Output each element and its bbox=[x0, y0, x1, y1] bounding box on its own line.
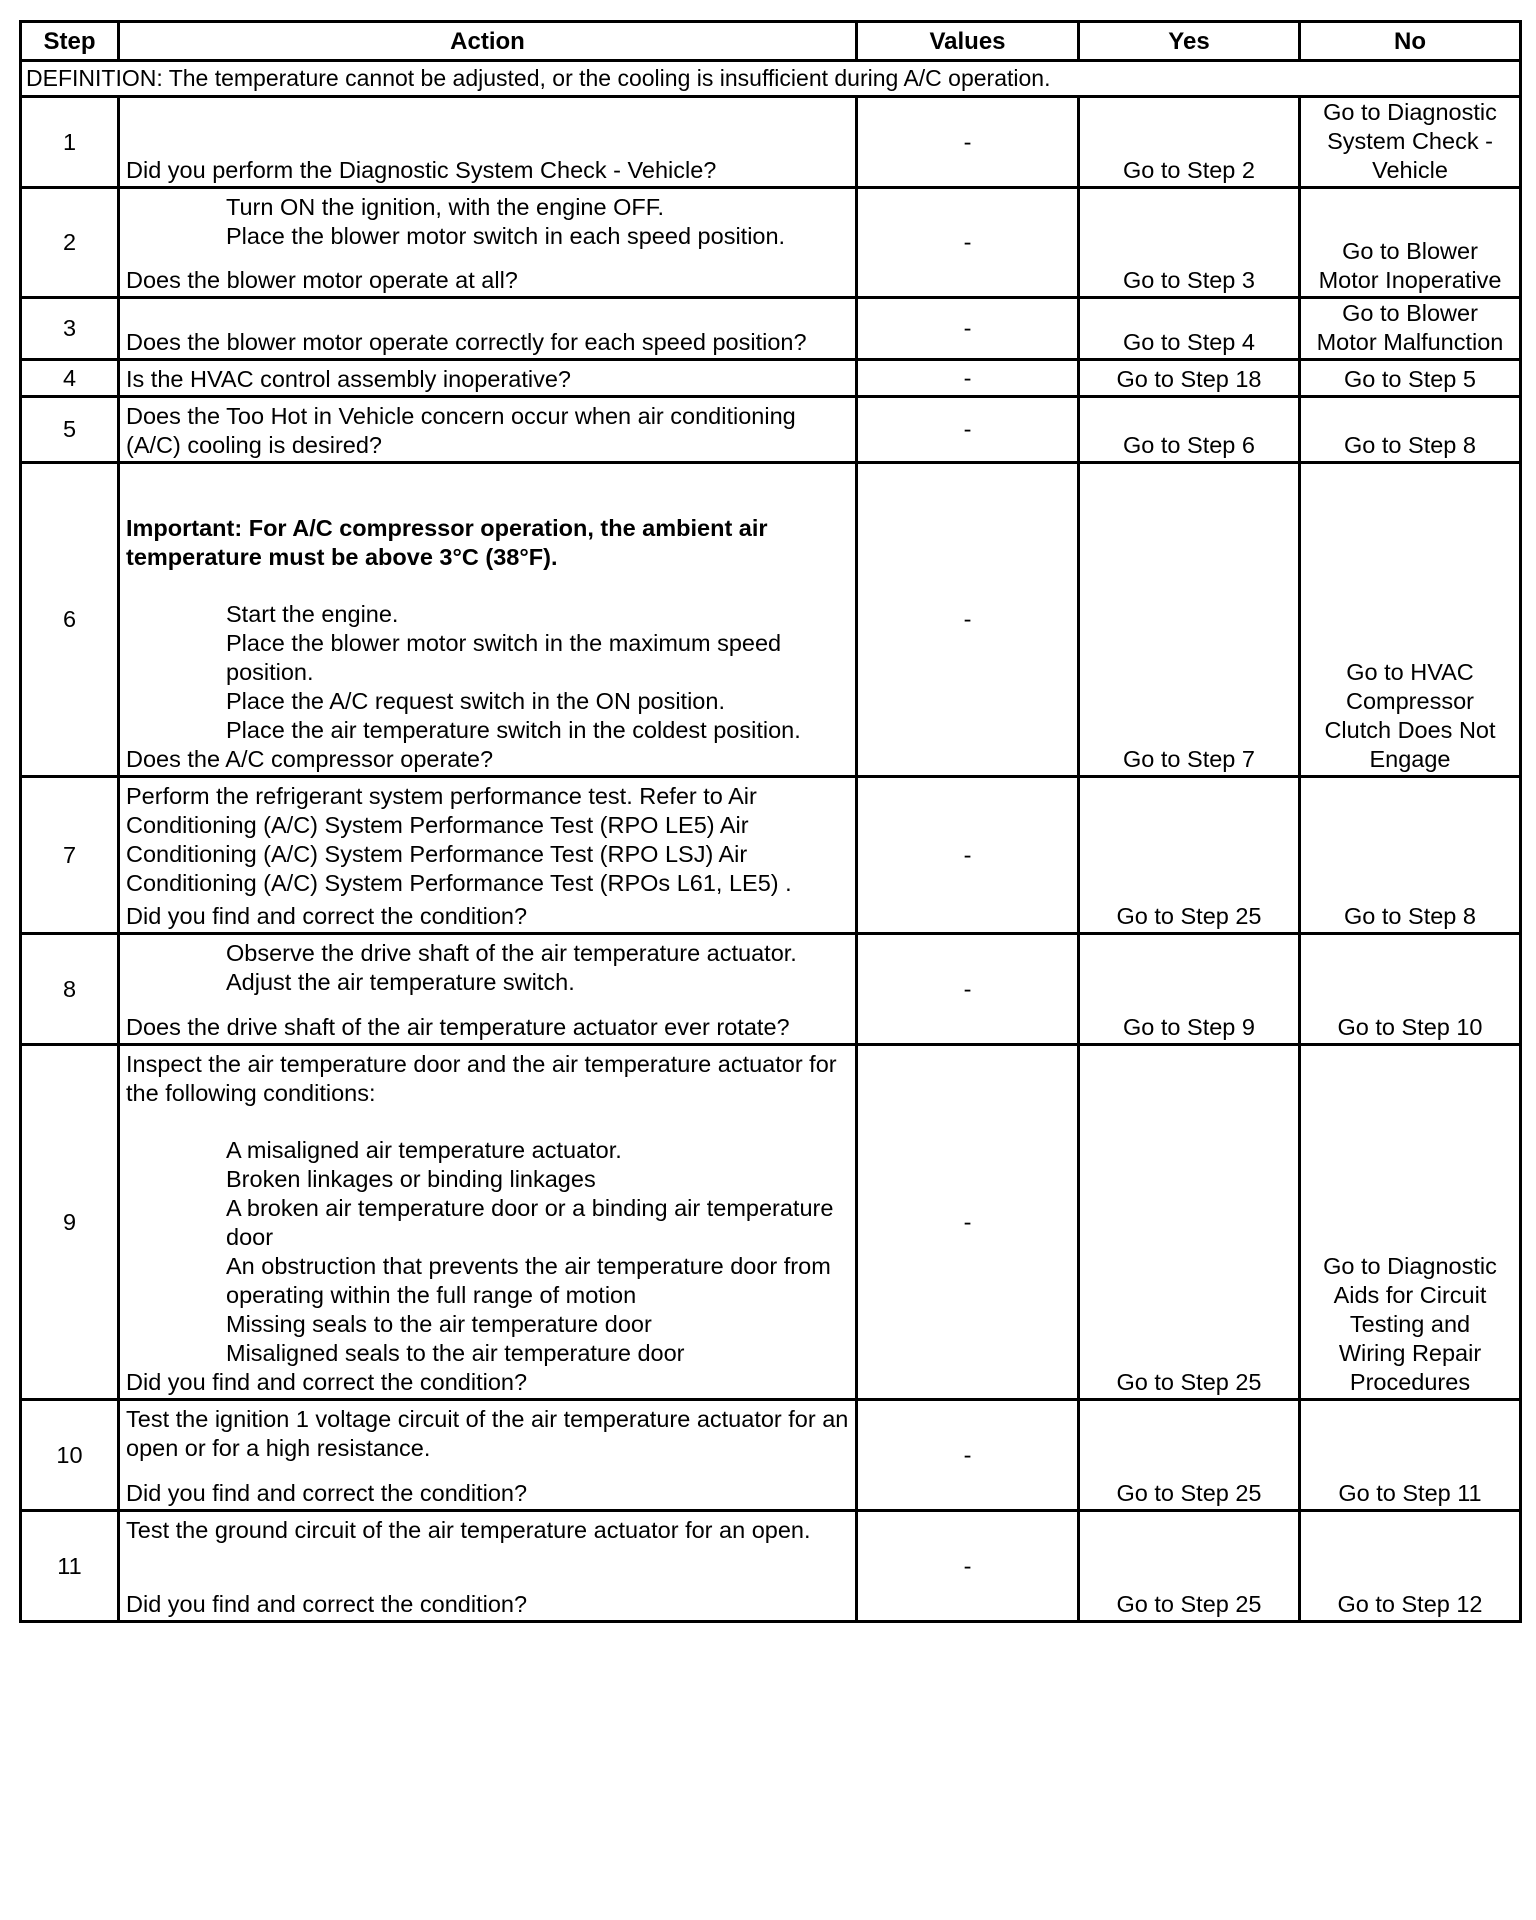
table-row bbox=[21, 360, 1521, 397]
action-intro-text: Inspect the air temperature door and the air temperature actuator for the following conditions: bbox=[126, 1051, 837, 1106]
yes-result-text: Go to Step 25 bbox=[1116, 1591, 1262, 1617]
question-text: Does the drive shaft of the air temperature actuator ever rotate? bbox=[126, 1014, 790, 1040]
step-number: 8 bbox=[21, 934, 119, 1045]
no-result-text: Go to Step 11 bbox=[1338, 1480, 1482, 1506]
header-no: No bbox=[1300, 22, 1521, 61]
no-result-text: Compressor bbox=[1346, 688, 1474, 714]
no-result-text: Engage bbox=[1369, 746, 1451, 772]
yes-result-text: Go to Step 25 bbox=[1116, 903, 1262, 929]
action-question bbox=[126, 266, 849, 295]
action-cell bbox=[119, 97, 857, 188]
no-result-cell bbox=[1300, 188, 1521, 298]
action-question bbox=[126, 365, 849, 394]
no-result-text: Go to Diagnostic bbox=[1323, 1253, 1497, 1279]
yes-result-text: Go to Step 7 bbox=[1123, 746, 1255, 772]
action-cell bbox=[119, 397, 857, 463]
action-content bbox=[126, 1050, 849, 1397]
step-number: 10 bbox=[21, 1400, 119, 1511]
value-cell: - bbox=[857, 397, 1079, 463]
no-result-text: Aids for Circuit bbox=[1333, 1282, 1487, 1308]
yes-result-cell bbox=[1079, 463, 1300, 777]
question-text: Did you find and correct the condition? bbox=[126, 1591, 528, 1617]
step-number: 6 bbox=[21, 463, 119, 777]
action-step-item: Missing seals to the air temperature door bbox=[226, 1311, 652, 1337]
action-step-list bbox=[126, 193, 849, 251]
table-body bbox=[21, 97, 1521, 1622]
action-step-list bbox=[126, 1136, 849, 1368]
question-text: Did you perform the Diagnostic System Check - Vehicle? bbox=[126, 157, 717, 183]
header-step: Step bbox=[21, 22, 119, 61]
action-step-item: Place the A/C request switch in the ON position. bbox=[226, 688, 725, 714]
value-cell: - bbox=[857, 1511, 1079, 1622]
action-question bbox=[126, 745, 849, 774]
step-number: 1 bbox=[21, 97, 119, 188]
action-step-item: A misaligned air temperature actuator. bbox=[226, 1137, 622, 1163]
question-text: Did you find and correct the condition? bbox=[126, 903, 528, 929]
question-text: Did you find and correct the condition? bbox=[126, 1480, 528, 1506]
action-step-item: Place the blower motor switch in the maximum speed position. bbox=[226, 630, 782, 685]
yes-result-text: Go to Step 25 bbox=[1116, 1480, 1262, 1506]
action-content bbox=[126, 1405, 849, 1508]
action-step-item: Place the blower motor switch in each speed position. bbox=[226, 223, 786, 249]
action-step-item: Observe the drive shaft of the air temperature actuator. bbox=[226, 940, 797, 966]
value-cell: - bbox=[857, 1045, 1079, 1400]
no-result-text: Go to Step 5 bbox=[1344, 366, 1476, 392]
action-cell bbox=[119, 1400, 857, 1511]
action-content bbox=[126, 782, 849, 931]
no-result-text: Clutch Does Not bbox=[1324, 717, 1496, 743]
yes-result-cell bbox=[1079, 97, 1300, 188]
diagnostic-table-sheet bbox=[19, 20, 1519, 1623]
question-text: Does the blower motor operate at all? bbox=[126, 267, 518, 293]
no-result-text: Go to Step 12 bbox=[1337, 1591, 1483, 1617]
value-cell: - bbox=[857, 97, 1079, 188]
no-result-text: Go to Step 10 bbox=[1337, 1014, 1483, 1040]
question-text: (A/C) cooling is desired? bbox=[126, 432, 382, 458]
value-cell: - bbox=[857, 360, 1079, 397]
question-text: Does the blower motor operate correctly for each speed position? bbox=[126, 329, 807, 355]
action-step-item: Turn ON the ignition, with the engine OFF. bbox=[226, 194, 665, 220]
no-result-text: Go to Step 8 bbox=[1344, 903, 1476, 929]
action-cell bbox=[119, 934, 857, 1045]
no-result-text: Motor Inoperative bbox=[1318, 267, 1502, 293]
yes-result-cell bbox=[1079, 298, 1300, 360]
no-result-cell bbox=[1300, 463, 1521, 777]
table-row bbox=[21, 1511, 1521, 1622]
step-number: 5 bbox=[21, 397, 119, 463]
action-content bbox=[126, 939, 849, 1042]
no-result-cell bbox=[1300, 1400, 1521, 1511]
action-question bbox=[126, 1368, 849, 1397]
table-row bbox=[21, 188, 1521, 298]
action-step-list bbox=[126, 939, 849, 997]
action-cell bbox=[119, 298, 857, 360]
action-content bbox=[126, 1516, 849, 1619]
step-number: 7 bbox=[21, 777, 119, 934]
action-step-item: A broken air temperature door or a binding air temperature door bbox=[226, 1195, 834, 1250]
yes-result-text: Go to Step 18 bbox=[1116, 366, 1262, 392]
no-result-cell bbox=[1300, 777, 1521, 934]
step-number: 11 bbox=[21, 1511, 119, 1622]
action-question bbox=[126, 902, 849, 931]
action-content bbox=[126, 402, 849, 460]
action-step-item: Broken linkages or binding linkages bbox=[226, 1166, 596, 1192]
yes-result-cell bbox=[1079, 1045, 1300, 1400]
action-question bbox=[126, 328, 849, 357]
no-result-text: Motor Malfunction bbox=[1316, 329, 1504, 355]
action-intro-text: Test the ignition 1 voltage circuit of the air temperature actuator for an open or for a high resistance. bbox=[126, 1406, 849, 1461]
no-result-cell bbox=[1300, 934, 1521, 1045]
action-question bbox=[126, 1013, 849, 1042]
value-cell: - bbox=[857, 777, 1079, 934]
header-yes: Yes bbox=[1079, 22, 1300, 61]
no-result-text: Go to Step 8 bbox=[1344, 432, 1476, 458]
yes-result-cell bbox=[1079, 1400, 1300, 1511]
no-result-text: Go to Blower bbox=[1342, 238, 1478, 264]
action-cell bbox=[119, 188, 857, 298]
no-result-text: Testing and bbox=[1349, 1311, 1471, 1337]
yes-result-text: Go to Step 6 bbox=[1123, 432, 1255, 458]
step-number: 4 bbox=[21, 360, 119, 397]
action-instructions bbox=[126, 1050, 849, 1368]
no-result-cell bbox=[1300, 1045, 1521, 1400]
table-row bbox=[21, 397, 1521, 463]
question-text: Is the HVAC control assembly inoperative? bbox=[126, 366, 571, 392]
action-step-item: Misaligned seals to the air temperature door bbox=[226, 1340, 685, 1366]
yes-result-cell bbox=[1079, 397, 1300, 463]
no-result-cell bbox=[1300, 298, 1521, 360]
table-row bbox=[21, 777, 1521, 934]
header-action: Action bbox=[119, 22, 857, 61]
step-number: 3 bbox=[21, 298, 119, 360]
table-row bbox=[21, 934, 1521, 1045]
no-result-text: Wiring Repair bbox=[1338, 1340, 1482, 1366]
action-instructions bbox=[126, 1516, 849, 1545]
yes-result-cell bbox=[1079, 360, 1300, 397]
no-result-text: Procedures bbox=[1349, 1369, 1471, 1395]
action-question bbox=[126, 156, 849, 185]
no-result-cell bbox=[1300, 1511, 1521, 1622]
yes-result-cell bbox=[1079, 1511, 1300, 1622]
action-content bbox=[126, 102, 849, 185]
value-cell: - bbox=[857, 1400, 1079, 1511]
value-cell: - bbox=[857, 463, 1079, 777]
no-result-cell bbox=[1300, 97, 1521, 188]
action-step-item: Place the air temperature switch in the coldest position. bbox=[226, 717, 801, 743]
action-instructions bbox=[126, 939, 849, 997]
action-content bbox=[126, 303, 849, 357]
definition-text: DEFINITION: The temperature cannot be adjusted, or the cooling is insufficient during A/C operation. bbox=[21, 61, 1521, 97]
step-number: 9 bbox=[21, 1045, 119, 1400]
no-result-cell bbox=[1300, 360, 1521, 397]
action-question bbox=[126, 402, 849, 460]
step-number: 2 bbox=[21, 188, 119, 298]
value-cell: - bbox=[857, 298, 1079, 360]
action-instructions bbox=[126, 1405, 849, 1463]
no-result-text: Go to HVAC bbox=[1346, 659, 1474, 685]
no-result-cell bbox=[1300, 397, 1521, 463]
yes-result-text: Go to Step 2 bbox=[1123, 157, 1255, 183]
table-row bbox=[21, 97, 1521, 188]
diagnostic-table bbox=[19, 20, 1522, 1623]
action-content bbox=[126, 193, 849, 295]
header-row bbox=[21, 22, 1521, 61]
yes-result-cell bbox=[1079, 934, 1300, 1045]
table-row bbox=[21, 1045, 1521, 1400]
yes-result-cell bbox=[1079, 188, 1300, 298]
action-instructions bbox=[126, 468, 849, 745]
action-step-item: Start the engine. bbox=[226, 601, 399, 627]
header-values: Values bbox=[857, 22, 1079, 61]
value-cell: - bbox=[857, 188, 1079, 298]
important-note: Important: For A/C compressor operation, the ambient air temperature must be above 3°C (38°F). bbox=[126, 515, 768, 570]
no-result-text: Vehicle bbox=[1372, 157, 1448, 183]
yes-result-text: Go to Step 9 bbox=[1123, 1014, 1255, 1040]
question-text: Did you find and correct the condition? bbox=[126, 1369, 528, 1395]
action-cell bbox=[119, 1045, 857, 1400]
question-text: Does the Too Hot in Vehicle concern occur when air conditioning bbox=[126, 403, 796, 429]
action-question bbox=[126, 1479, 849, 1508]
yes-result-text: Go to Step 3 bbox=[1123, 267, 1255, 293]
action-content bbox=[126, 468, 849, 774]
action-content bbox=[126, 365, 849, 394]
action-intro-text: Test the ground circuit of the air temperature actuator for an open. bbox=[126, 1517, 811, 1543]
value-cell: - bbox=[857, 934, 1079, 1045]
definition-row bbox=[21, 61, 1521, 97]
action-step-list bbox=[126, 600, 849, 745]
yes-result-cell bbox=[1079, 777, 1300, 934]
action-step-item: An obstruction that prevents the air temperature door from operating within the full range of motion bbox=[226, 1253, 831, 1308]
action-cell bbox=[119, 1511, 857, 1622]
yes-result-text: Go to Step 25 bbox=[1116, 1369, 1262, 1395]
action-question bbox=[126, 1590, 849, 1619]
action-intro-text: Perform the refrigerant system performance test. Refer to Air Conditioning (A/C) System Performance Test (RPO LE5) Air Conditioning (A/C) System Performance Test (RPO LSJ) Air Conditioning (A/C) System Performance Test (RPOs L61, LE5) . bbox=[126, 783, 792, 896]
table-row bbox=[21, 1400, 1521, 1511]
action-instructions bbox=[126, 782, 849, 898]
action-instructions bbox=[126, 193, 849, 251]
no-result-text: Go to Diagnostic bbox=[1323, 99, 1497, 125]
yes-result-text: Go to Step 4 bbox=[1123, 329, 1255, 355]
no-result-text: System Check - bbox=[1327, 128, 1493, 154]
question-text: Does the A/C compressor operate? bbox=[126, 746, 494, 772]
action-cell bbox=[119, 463, 857, 777]
action-step-item: Adjust the air temperature switch. bbox=[226, 969, 575, 995]
action-cell bbox=[119, 360, 857, 397]
no-result-text: Go to Blower bbox=[1342, 300, 1478, 326]
table-row bbox=[21, 463, 1521, 777]
action-cell bbox=[119, 777, 857, 934]
table-row bbox=[21, 298, 1521, 360]
